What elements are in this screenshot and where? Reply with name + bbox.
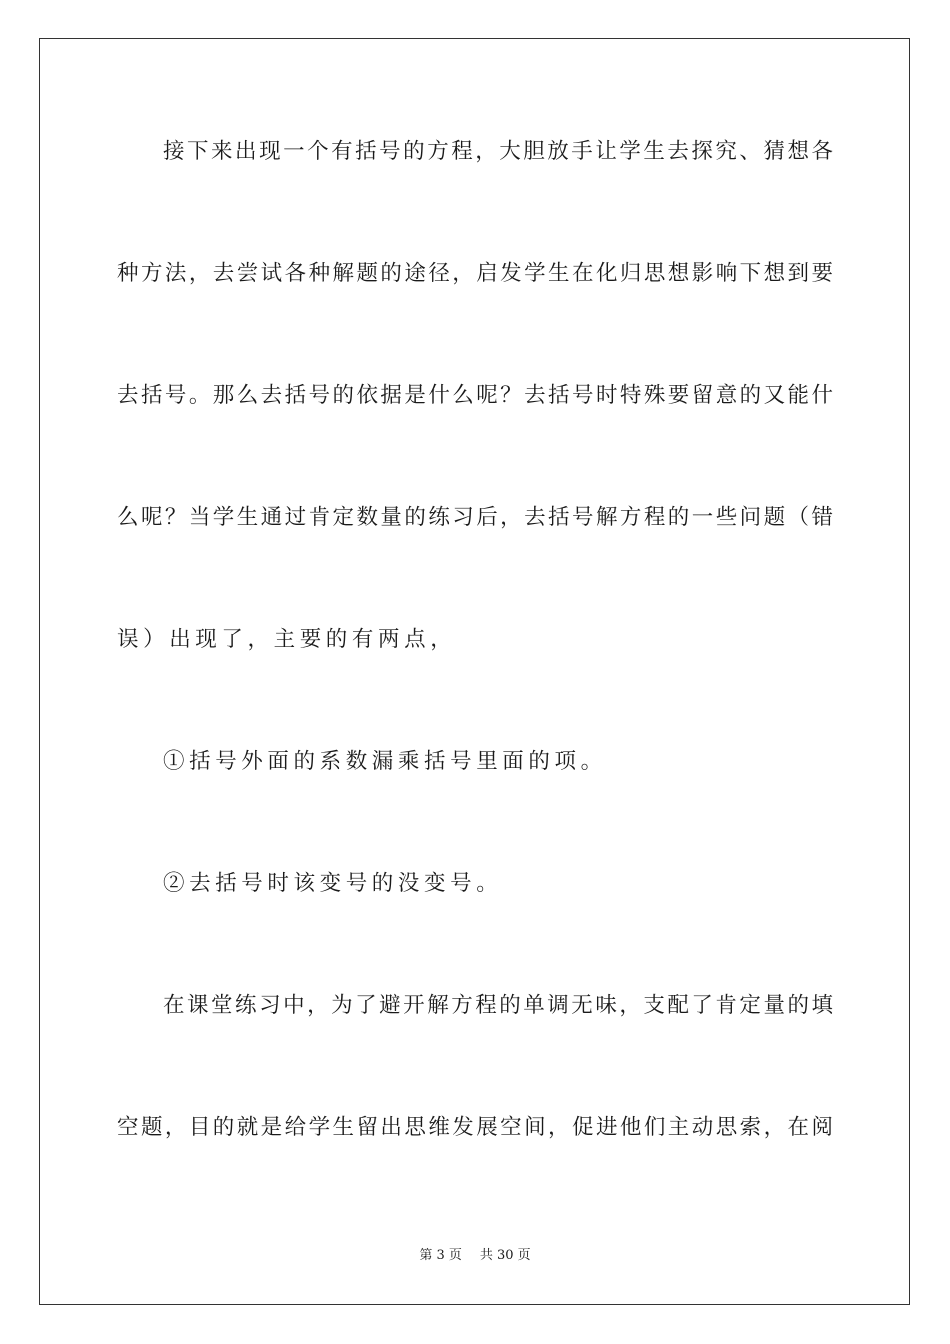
page-footer — [0, 1244, 950, 1263]
list-item-2: ②去括号时该变号的没变号。 — [163, 871, 503, 896]
text-line-8: 在课堂练习中，为了避开解方程的单调无味，支配了肯定量的填 — [163, 993, 833, 1018]
list-item-1: ①括号外面的系数漏乘括号里面的项。 — [163, 749, 607, 774]
document-body — [117, 128, 833, 1151]
text-line-4: 么呢？当学生通过肯定数量的练习后，去括号解方程的一些问题（错 — [117, 505, 833, 530]
text-line-9: 空题，目的就是给学生留出思维发展空间，促进他们主动思索，在阅 — [117, 1115, 833, 1140]
total-pages: 共 30 页 — [479, 1248, 531, 1263]
text-line-3: 去括号。那么去括号的依据是什么呢？去括号时特殊要留意的又能什 — [117, 383, 833, 408]
text-line-2: 种方法，去尝试各种解题的途径，启发学生在化归思想影响下想到要 — [117, 261, 833, 286]
text-line-1: 接下来出现一个有括号的方程，大胆放手让学生去探究、猜想各 — [163, 139, 833, 164]
page-number: 第 3 页 — [419, 1248, 462, 1263]
text-line-5: 误）出现了，主要的有两点， — [117, 627, 457, 652]
